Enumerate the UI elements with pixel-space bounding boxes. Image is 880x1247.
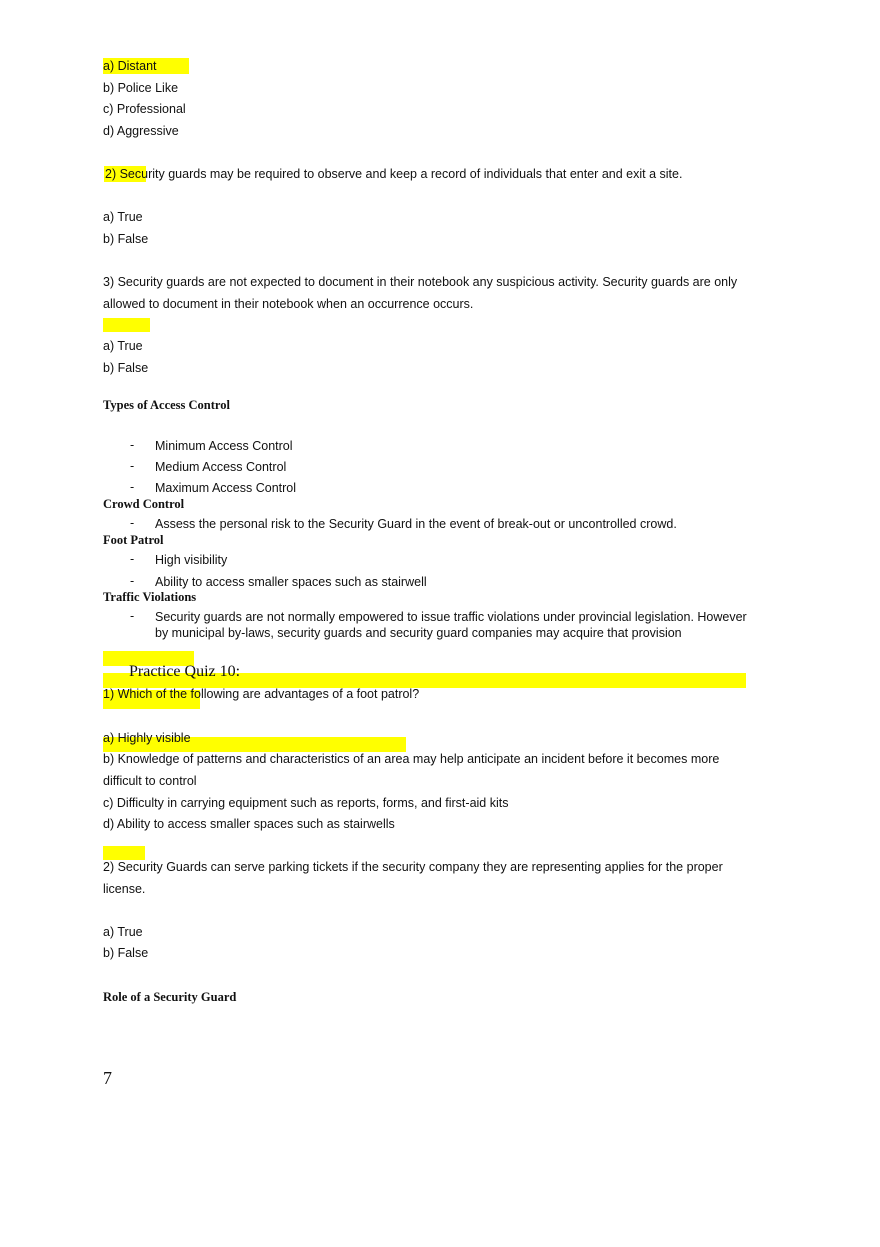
question-3-line2: allowed to document in their notebook when an occurrence occurs. [103,297,474,311]
heading-crowd-control: Crowd Control [103,497,185,511]
bullet-dash: - [130,459,135,473]
foot-patrol-item: High visibility [155,553,228,567]
question-2-text: urity guards may be required to observe and keep a record of individuals that enter and exit a site. [141,167,683,181]
heading-traffic-violations: Traffic Violations [103,590,197,604]
quiz10-question-2-line2: license. [103,882,146,896]
question-2-option-a: a) True [103,210,143,224]
bullet-dash: - [130,516,135,530]
bullet-dash: - [130,574,135,588]
option-c: c) Professional [103,102,186,116]
foot-patrol-item: Ability to access smaller spaces such as stairwell [155,575,427,589]
quiz10-q1-option-d: d) Ability to access smaller spaces such as stairwells [103,817,395,831]
quiz10-q2-option-b: b) False [103,946,149,960]
question-2 [105,166,682,182]
option-b: b) Police Like [103,81,179,95]
quiz10-q2-option-a: a) True [103,925,143,939]
highlight-q3-blank [103,318,150,332]
quiz10-question-2-line1: 2) Security Guards can serve parking tickets if the security company they are representing applies for the proper [103,860,723,874]
access-item: Minimum Access Control [155,439,293,453]
bullet-dash: - [130,438,135,452]
bullet-dash: - [130,480,135,494]
question-2-option-b: b) False [103,232,149,246]
option-d: d) Aggressive [103,124,179,138]
heading-role-of-security-guard: Role of a Security Guard [103,990,237,1004]
highlight-q2-blank [103,846,145,860]
option-a: a) Distant [103,59,157,73]
access-item: Medium Access Control [155,460,287,474]
bullet-dash: - [130,609,135,623]
traffic-line2: by municipal by-laws, security guards and security guard companies may acquire that provision [155,626,682,640]
heading-foot-patrol: Foot Patrol [103,533,164,547]
quiz10-q1-option-b: b) Knowledge of patterns and characteristics of an area may help anticipate an incident before it becomes more [103,752,720,766]
quiz10-q1-option-a: a) Highly visible [103,731,191,745]
question-2-number: 2) Sec [105,167,142,181]
traffic-line1: Security guards are not normally empowered to issue traffic violations under provincial legislation. However [155,610,747,624]
practice-quiz-heading: Practice Quiz 10: [129,663,241,680]
page-number: 7 [103,1068,112,1088]
access-item: Maximum Access Control [155,481,297,495]
quiz10-q1-option-c: c) Difficulty in carrying equipment such as reports, forms, and first-aid kits [103,796,509,810]
question-3-line1: 3) Security guards are not expected to document in their notebook any suspicious activity. Security guards are only [103,275,738,289]
question-3-option-b: b) False [103,361,149,375]
quiz10-q1-option-b-cont: difficult to control [103,774,197,788]
heading-access-control: Types of Access Control [103,398,230,412]
bullet-dash: - [130,552,135,566]
quiz10-question-1: 1) Which of the following are advantages of a foot patrol? [103,687,420,701]
crowd-item: Assess the personal risk to the Security Guard in the event of break-out or uncontrolled crowd. [155,517,677,531]
question-3-option-a: a) True [103,339,143,353]
